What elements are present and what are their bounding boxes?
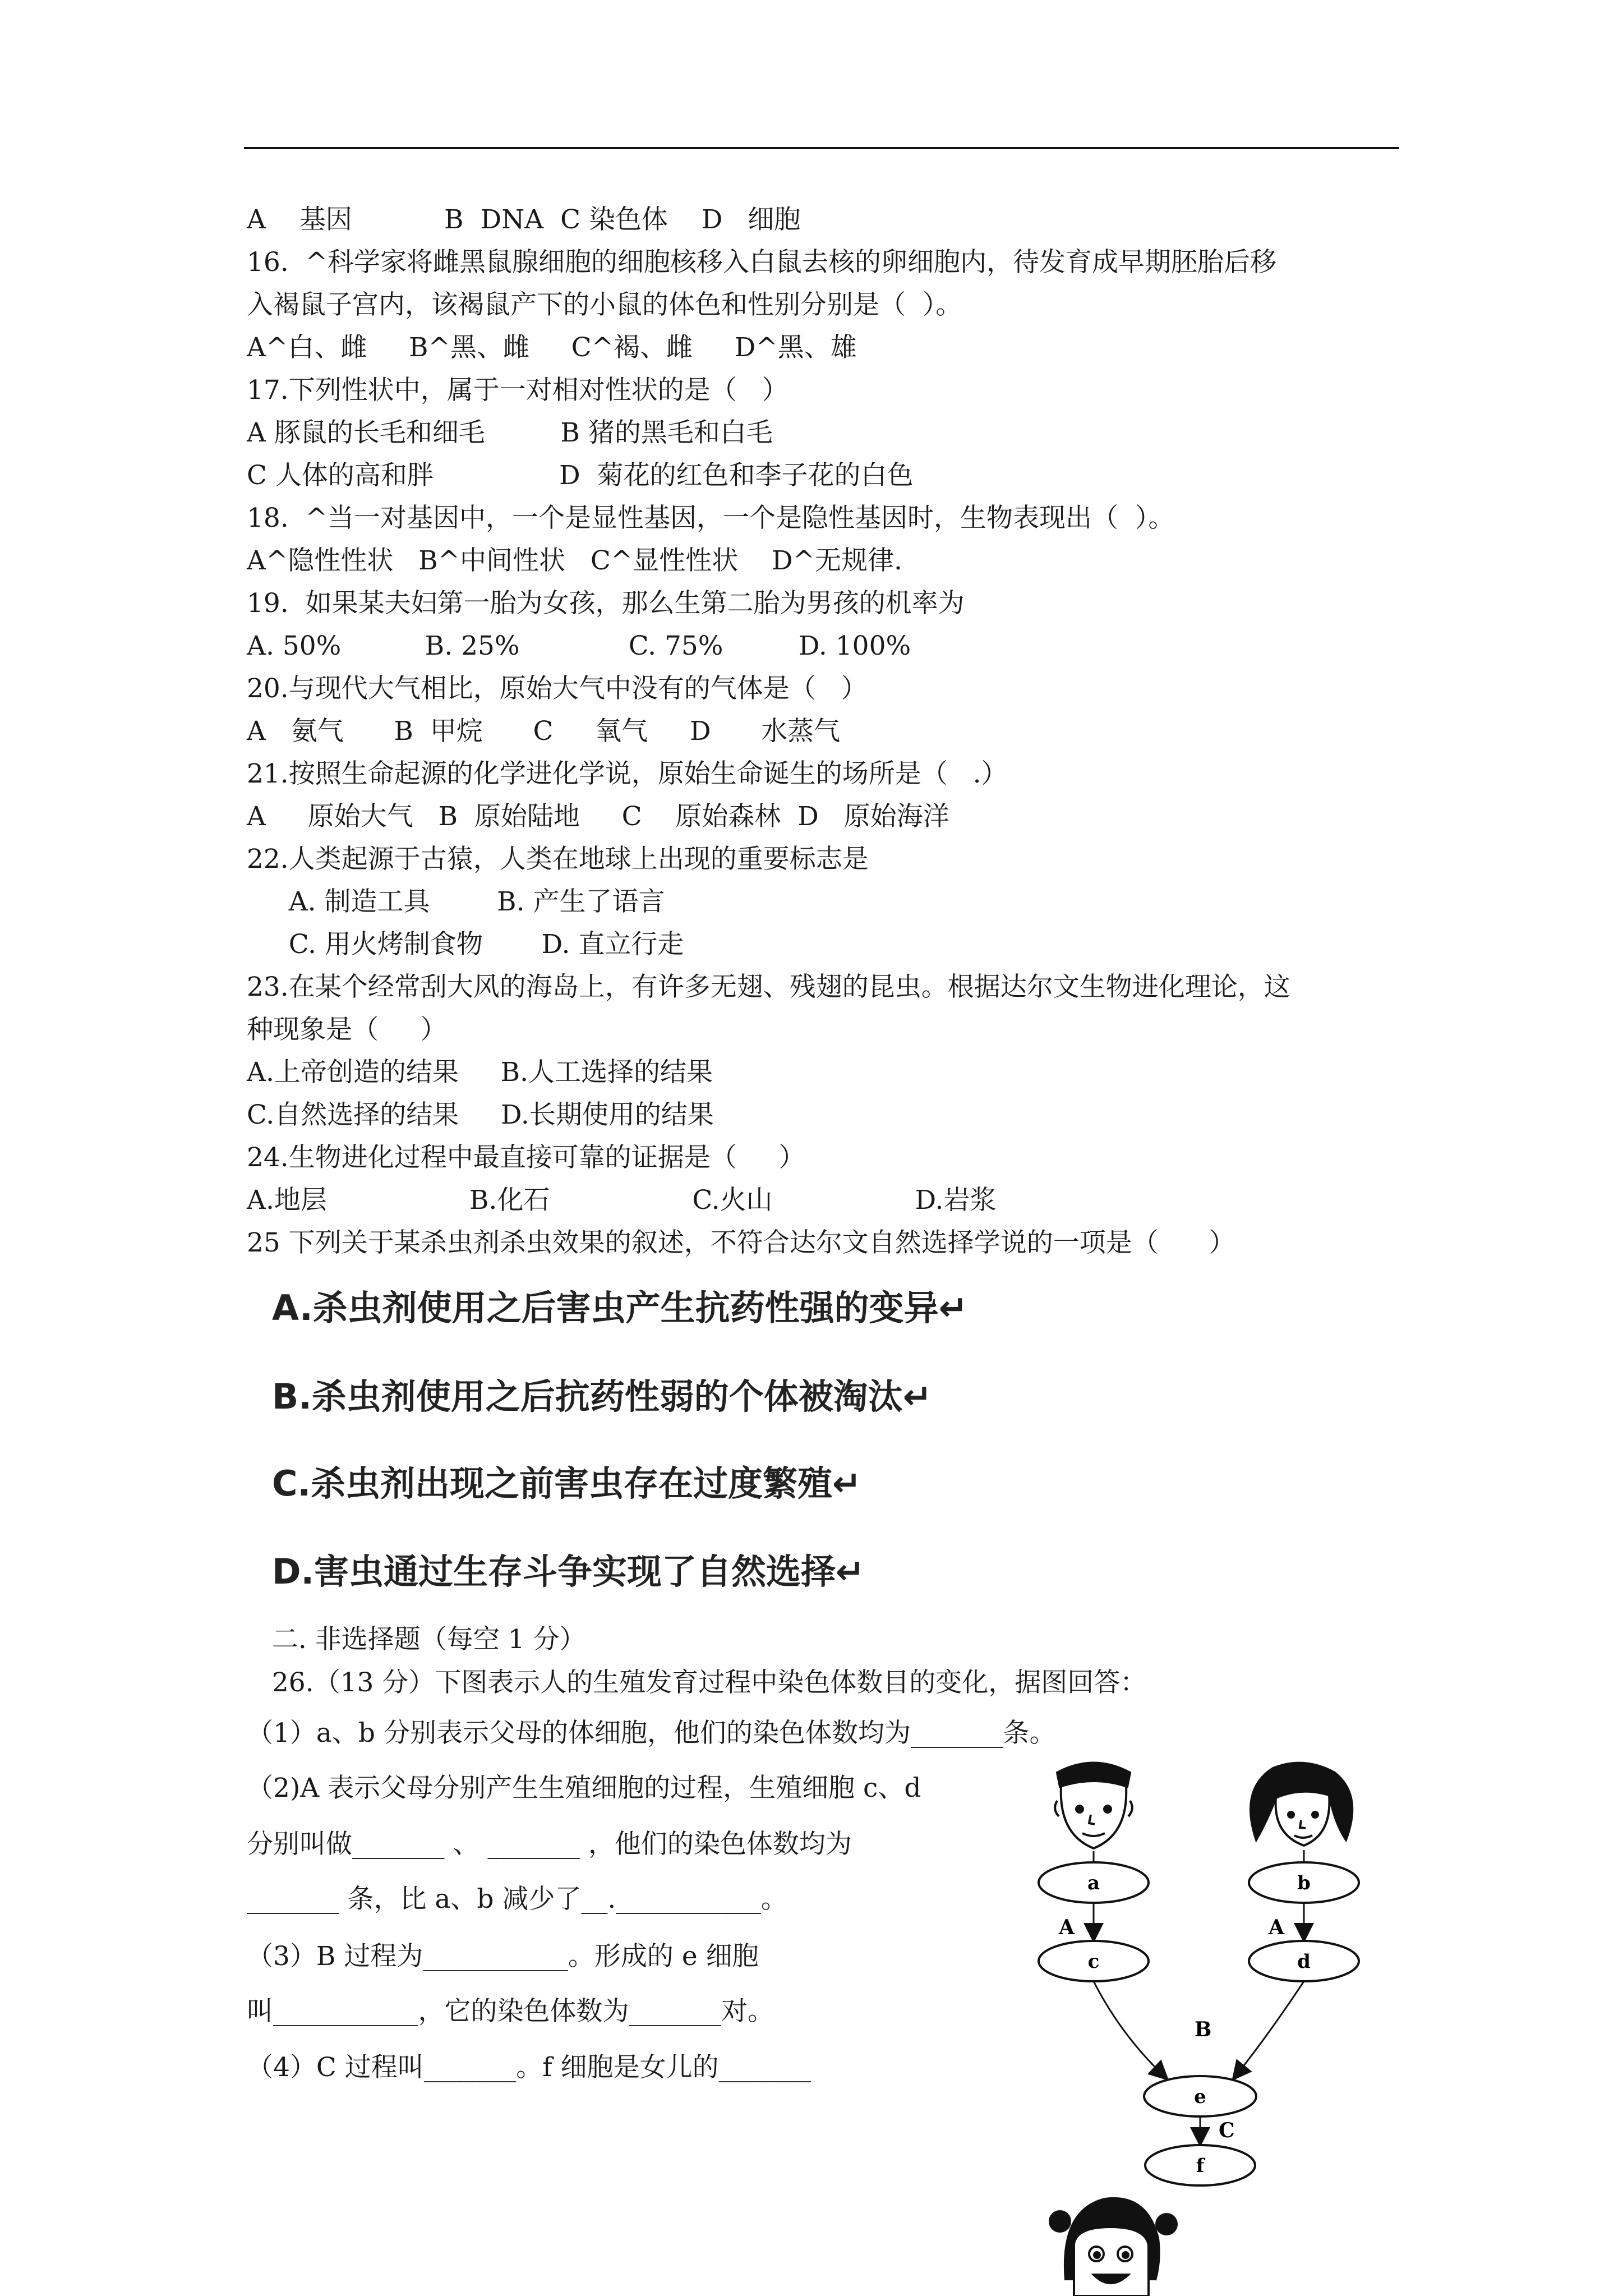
q25-option-b: B.杀虫剂使用之后抗药性弱的个体被淘汰↵ [272,1376,932,1417]
node-d-label: d [1297,1950,1311,1973]
q25-option-c: C.杀虫剂出现之前害虫存在过度繁殖↵ [272,1463,862,1504]
q26-part1: （1）a、b 分别表示父母的体细胞，他们的染色体数均为_______条。 [247,1718,1056,1749]
q20-options: A 氨气 B 甲烷 C 氧气 D 水蒸气 [247,716,841,747]
q20-stem: 20.与现代大气相比，原始大气中没有的气体是（ ） [247,673,868,704]
q23-stem-line2: 种现象是（ ） [247,1014,447,1045]
q16-options: A^白、雌 B^黑、雌 C^褐、雌 D^黑、雄 [247,332,857,363]
q22-options-line1: A. 制造工具 B. 产生了语言 [247,886,665,917]
q25-option-d: D.害虫通过生存斗争实现了自然选择↵ [272,1551,865,1592]
node-f-label: f [1196,2155,1205,2177]
q24-options: A.地层 B.化石 C.火山 D.岩浆 [247,1185,997,1216]
node-b-label: b [1297,1872,1311,1894]
reproduction-diagram [998,1756,1469,2296]
mother-face-icon [1251,1763,1352,1846]
q15-options: A 基因 B DNA C 染色体 D 细胞 [247,204,801,235]
q17-options-line1: A 豚鼠的长毛和细毛 B 猪的黑毛和白毛 [247,417,773,448]
q22-options-line2: C. 用火烤制食物 D. 直立行走 [247,929,684,960]
q16-stem-line2: 入褐鼠子宫内，该褐鼠产下的小鼠的体色和性别分别是（ ）。 [247,289,962,320]
daughter-face-icon [1050,2198,1177,2296]
q24-stem: 24.生物进化过程中最直接可靠的证据是（ ） [247,1142,805,1173]
q26-part2-line3: _______ 条，比 a、b 减少了__.___________。 [247,1884,787,1915]
node-a-label: a [1087,1872,1100,1894]
q23-options-line1: A.上帝创造的结果 B.人工选择的结果 [247,1057,713,1088]
q26-part3-line2: 叫___________，它的染色体数为_______对。 [247,1996,774,2027]
q23-options-line2: C.自然选择的结果 D.长期使用的结果 [247,1099,714,1130]
q23-stem-line1: 23.在某个经常刮大风的海岛上，有许多无翅、残翅的昆虫。根据达尔文生物进化理论，这 [247,972,1290,1002]
process-a-left-label: A [1059,1916,1075,1939]
process-a-right-label: A [1269,1916,1284,1939]
q17-options-line2: C 人体的高和胖 D 菊花的红色和李子花的白色 [247,460,914,491]
q26-part2-line2: 分别叫做_______ 、 _______ ，他们的染色体数均为 [247,1829,852,1860]
father-face-icon [1055,1763,1132,1849]
q26-part3-line1: （3）B 过程为___________。形成的 e 细胞 [247,1941,759,1972]
process-b-label: B [1195,2018,1212,2041]
q19-options: A. 50% B. 25% C. 75% D. 100% [247,631,911,661]
q19-stem: 19. 如果某夫妇第一胎为女孩，那么生第二胎为男孩的机率为 [247,588,965,619]
q18-options: A^隐性性状 B^中间性状 C^显性性状 D^无规律. [247,545,902,576]
section2-heading: 二. 非选择题（每空 1 分） [247,1624,586,1655]
q18-stem: 18. ^当一对基因中，一个是显性基因，一个是隐性基因时，生物表现出（ ）。 [247,503,1175,533]
q22-stem: 22.人类起源于古猿，人类在地球上出现的重要标志是 [247,844,869,875]
q26-part4: （4）C 过程叫_______。f 细胞是女儿的_______ [247,2052,811,2083]
q16-stem-line1: 16. ^科学家将雌黑鼠腺细胞的细胞核移入白鼠去核的卵细胞内，待发育成早期胚胎后移 [247,247,1277,278]
node-c-label: c [1087,1950,1100,1973]
node-e-label: e [1194,2086,1206,2108]
q17-stem: 17.下列性状中，属于一对相对性状的是（ ） [247,375,789,406]
q25-option-a: A.杀虫剂使用之后害虫产生抗药性强的变异↵ [272,1287,968,1328]
q26-part2-line1: （2)A 表示父母分别产生生殖细胞的过程，生殖细胞 c、d [247,1773,921,1803]
q26-stem: 26.（13 分）下图表示人的生殖发育过程中染色体数目的变化，据图回答： [247,1667,1147,1698]
q25-stem: 25 下列关于某杀虫剂杀虫效果的叙述，不符合达尔文自然选择学说的一项是（ ） [247,1227,1235,1258]
header-rule [244,147,1399,149]
q21-stem: 21.按照生命起源的化学进化学说，原始生命诞生的场所是（ .） [247,758,1008,789]
process-c-label: C [1219,2119,1235,2142]
q21-options: A 原始大气 B 原始陆地 C 原始森林 D 原始海洋 [247,801,949,832]
